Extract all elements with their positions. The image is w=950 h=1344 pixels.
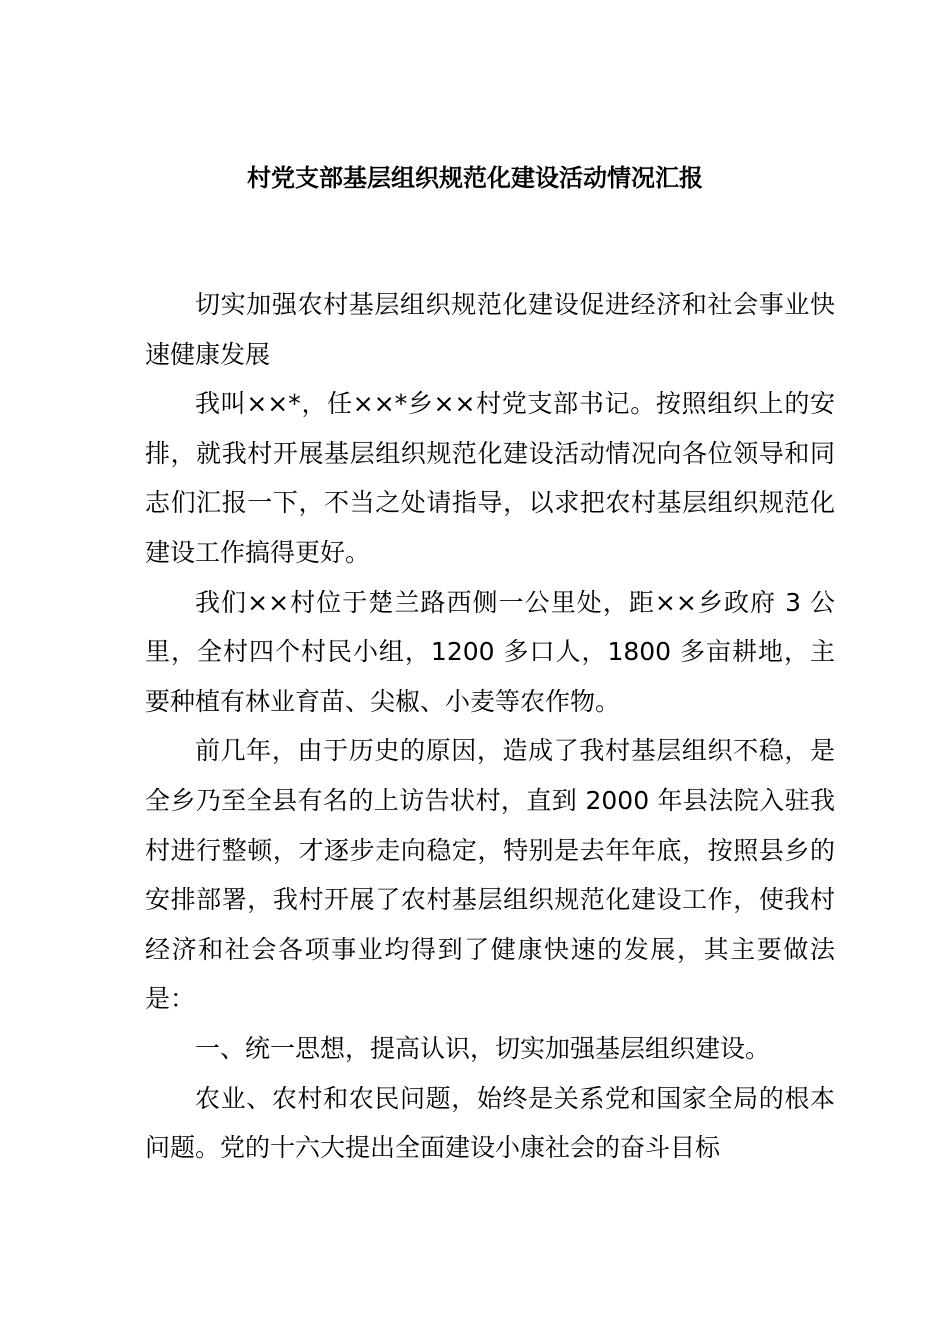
document-title: 村党支部基层组织规范化建设活动情况汇报	[247, 164, 703, 192]
paragraph-subtitle: 切实加强农村基层组织规范化建设促进经济和社会事业快速健康发展	[145, 290, 835, 369]
paragraph-background: 前几年，由于历史的原因，造成了我村基层组织不稳，是全乡乃至全县有名的上访告状村，直到 2000 年县法院入驻我村进行整顿，才逐步走向稳定，特别是去年年底，按照县乡的安排部署，我村开展了农村基层组织规范化建设工作，使我村经济和社会各项事业均得到了健康快速的发展，其主要做法是：	[145, 736, 835, 1014]
paragraph-introduction: 我叫××*，任××*乡××村党支部书记。按照组织上的安排，就我村开展基层组织规范化建设活动情况向各位领导和同志们汇报一下，不当之处请指导，以求把农村基层组织规范化建设工作搞得更好。	[145, 389, 835, 567]
paragraph-section-heading-1: 一、统一思想，提高认识，切实加强基层组织建设。	[195, 1033, 771, 1063]
document-body	[145, 280, 835, 1173]
paragraph-village-overview: 我们××村位于楚兰路西侧一公里处，距××乡政府 3 公里，全村四个村民小组，1200 多口人，1800 多亩耕地，主要种植有林业育苗、尖椒、小麦等农作物。	[145, 587, 835, 716]
paragraph-section-1-body: 农业、农村和农民问题，始终是关系党和国家全局的根本问题。党的十六大提出全面建设小康社会的奋斗目标	[145, 1083, 835, 1163]
